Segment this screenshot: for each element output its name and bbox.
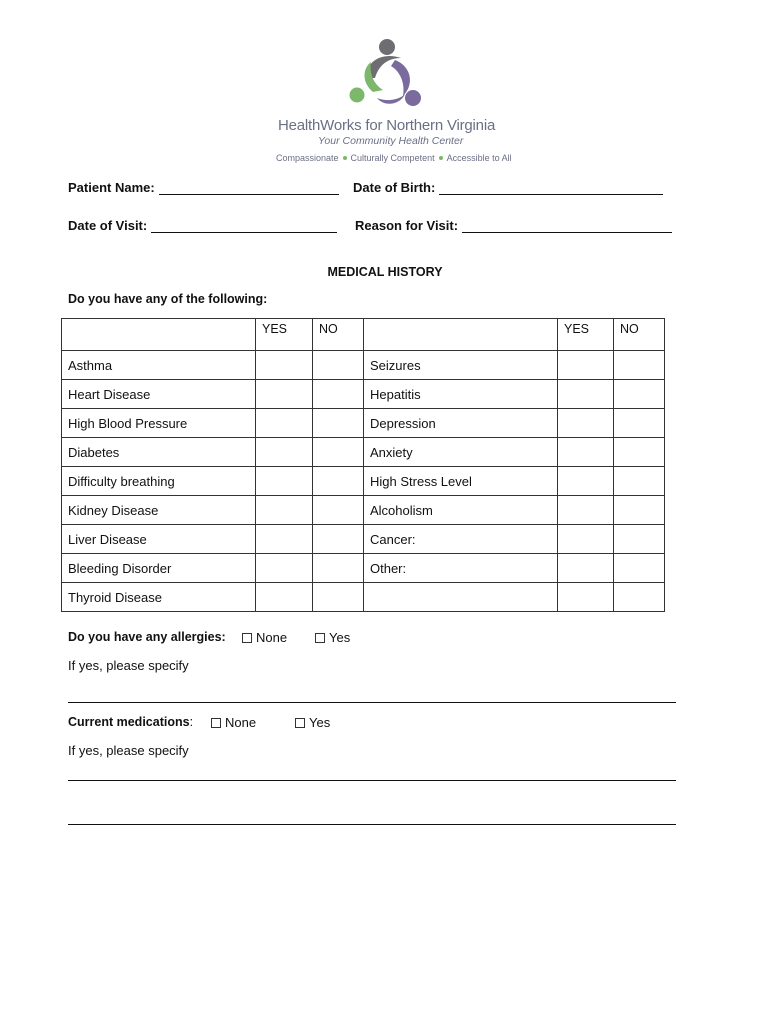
checkbox-icon[interactable] — [295, 718, 305, 728]
yes-checkbox-cell[interactable] — [558, 496, 614, 525]
yes-checkbox-cell[interactable] — [558, 467, 614, 496]
header-cell — [62, 319, 256, 351]
no-checkbox-cell[interactable] — [313, 380, 364, 409]
bullet-icon — [343, 156, 347, 160]
yes-checkbox-cell[interactable] — [256, 525, 313, 554]
no-checkbox-cell[interactable] — [614, 496, 665, 525]
yes-checkbox-cell[interactable] — [256, 409, 313, 438]
date-of-birth-label: Date of Birth: — [353, 180, 436, 195]
condition-label: Difficulty breathing — [62, 467, 256, 496]
healthworks-logo — [345, 38, 425, 110]
medications-question — [68, 715, 193, 729]
medications-specify-line[interactable] — [68, 780, 676, 781]
table-row — [62, 583, 665, 612]
condition-label: Thyroid Disease — [62, 583, 256, 612]
no-checkbox-cell[interactable] — [614, 351, 665, 380]
yes-checkbox-cell[interactable] — [558, 554, 614, 583]
table-row — [62, 525, 665, 554]
no-checkbox-cell[interactable] — [313, 409, 364, 438]
allergies-specify-line[interactable] — [68, 702, 676, 703]
condition-label: Other: — [364, 554, 558, 583]
no-checkbox-cell[interactable] — [614, 525, 665, 554]
allergies-yes-option[interactable] — [315, 630, 350, 645]
no-header: NO — [313, 319, 364, 351]
no-checkbox-cell[interactable] — [614, 467, 665, 496]
date-of-birth-input[interactable] — [439, 180, 663, 195]
org-name: HealthWorks for Northern Virginia — [278, 117, 496, 134]
date-of-visit-field — [68, 218, 337, 233]
table-row — [62, 438, 665, 467]
condition-label: Cancer: — [364, 525, 558, 554]
condition-label: Liver Disease — [62, 525, 256, 554]
no-header: NO — [614, 319, 665, 351]
condition-label: Depression — [364, 409, 558, 438]
yes-checkbox-cell[interactable] — [558, 525, 614, 554]
option-label: Yes — [329, 630, 351, 645]
checkbox-icon[interactable] — [211, 718, 221, 728]
table-row — [62, 554, 665, 583]
option-label: Yes — [309, 715, 331, 730]
allergies-question: Do you have any allergies: — [68, 630, 226, 644]
yes-checkbox-cell[interactable] — [256, 554, 313, 583]
table-header-row — [62, 319, 665, 351]
no-checkbox-cell[interactable] — [614, 438, 665, 467]
reason-for-visit-field — [355, 218, 672, 233]
bullet-icon — [439, 156, 443, 160]
org-values — [276, 153, 512, 163]
yes-checkbox-cell[interactable] — [256, 438, 313, 467]
condition-label: Diabetes — [62, 438, 256, 467]
medications-none-option[interactable] — [211, 715, 256, 730]
yes-checkbox-cell[interactable] — [558, 409, 614, 438]
table-row — [62, 351, 665, 380]
medications-label: Current medications — [68, 715, 190, 729]
no-checkbox-cell[interactable] — [313, 583, 364, 612]
medical-history-table — [61, 318, 665, 612]
condition-label: Hepatitis — [364, 380, 558, 409]
checkbox-icon[interactable] — [242, 633, 252, 643]
medications-colon: : — [189, 715, 194, 729]
condition-label: Anxiety — [364, 438, 558, 467]
table-row — [62, 467, 665, 496]
value-item: Culturally Competent — [350, 153, 435, 163]
yes-checkbox-cell[interactable] — [558, 438, 614, 467]
patient-name-input[interactable] — [159, 180, 339, 195]
section-title: MEDICAL HISTORY — [327, 265, 443, 279]
yes-checkbox-cell[interactable] — [256, 467, 313, 496]
yes-header: YES — [256, 319, 313, 351]
condition-label: Kidney Disease — [62, 496, 256, 525]
no-checkbox-cell[interactable] — [614, 583, 665, 612]
date-of-visit-label: Date of Visit: — [68, 218, 148, 233]
condition-label: Asthma — [62, 351, 256, 380]
condition-label: Bleeding Disorder — [62, 554, 256, 583]
condition-label: Alcoholism — [364, 496, 558, 525]
yes-checkbox-cell[interactable] — [558, 583, 614, 612]
yes-checkbox-cell[interactable] — [256, 496, 313, 525]
medications-specify-note: If yes, please specify — [68, 743, 189, 758]
condition-label: Heart Disease — [62, 380, 256, 409]
table-row — [62, 496, 665, 525]
yes-checkbox-cell[interactable] — [558, 351, 614, 380]
patient-name-label: Patient Name: — [68, 180, 155, 195]
reason-for-visit-label: Reason for Visit: — [355, 218, 459, 233]
checkbox-icon[interactable] — [315, 633, 325, 643]
condition-label: Seizures — [364, 351, 558, 380]
condition-label — [364, 583, 558, 612]
patient-name-field — [68, 180, 339, 195]
no-checkbox-cell[interactable] — [313, 438, 364, 467]
medications-yes-option[interactable] — [295, 715, 330, 730]
allergies-specify-note: If yes, please specify — [68, 658, 189, 673]
no-checkbox-cell[interactable] — [614, 409, 665, 438]
medications-specify-line[interactable] — [68, 824, 676, 825]
reason-for-visit-input[interactable] — [462, 218, 672, 233]
table-row — [62, 409, 665, 438]
yes-header: YES — [558, 319, 614, 351]
no-checkbox-cell[interactable] — [313, 467, 364, 496]
value-item: Compassionate — [276, 153, 339, 163]
yes-checkbox-cell[interactable] — [256, 583, 313, 612]
allergies-none-option[interactable] — [242, 630, 287, 645]
value-item: Accessible to All — [446, 153, 512, 163]
yes-checkbox-cell[interactable] — [256, 351, 313, 380]
no-checkbox-cell[interactable] — [614, 554, 665, 583]
yes-checkbox-cell[interactable] — [558, 380, 614, 409]
condition-label: High Blood Pressure — [62, 409, 256, 438]
no-checkbox-cell[interactable] — [313, 351, 364, 380]
date-of-visit-input[interactable] — [151, 218, 337, 233]
no-checkbox-cell[interactable] — [313, 554, 364, 583]
table-row — [62, 380, 665, 409]
no-checkbox-cell[interactable] — [313, 525, 364, 554]
no-checkbox-cell[interactable] — [614, 380, 665, 409]
date-of-birth-field — [353, 180, 663, 195]
header-cell — [364, 319, 558, 351]
yes-checkbox-cell[interactable] — [256, 380, 313, 409]
conditions-question: Do you have any of the following: — [68, 292, 268, 306]
no-checkbox-cell[interactable] — [313, 496, 364, 525]
option-label: None — [225, 715, 257, 730]
org-tagline: Your Community Health Center — [318, 135, 464, 147]
option-label: None — [256, 630, 288, 645]
condition-label: High Stress Level — [364, 467, 558, 496]
